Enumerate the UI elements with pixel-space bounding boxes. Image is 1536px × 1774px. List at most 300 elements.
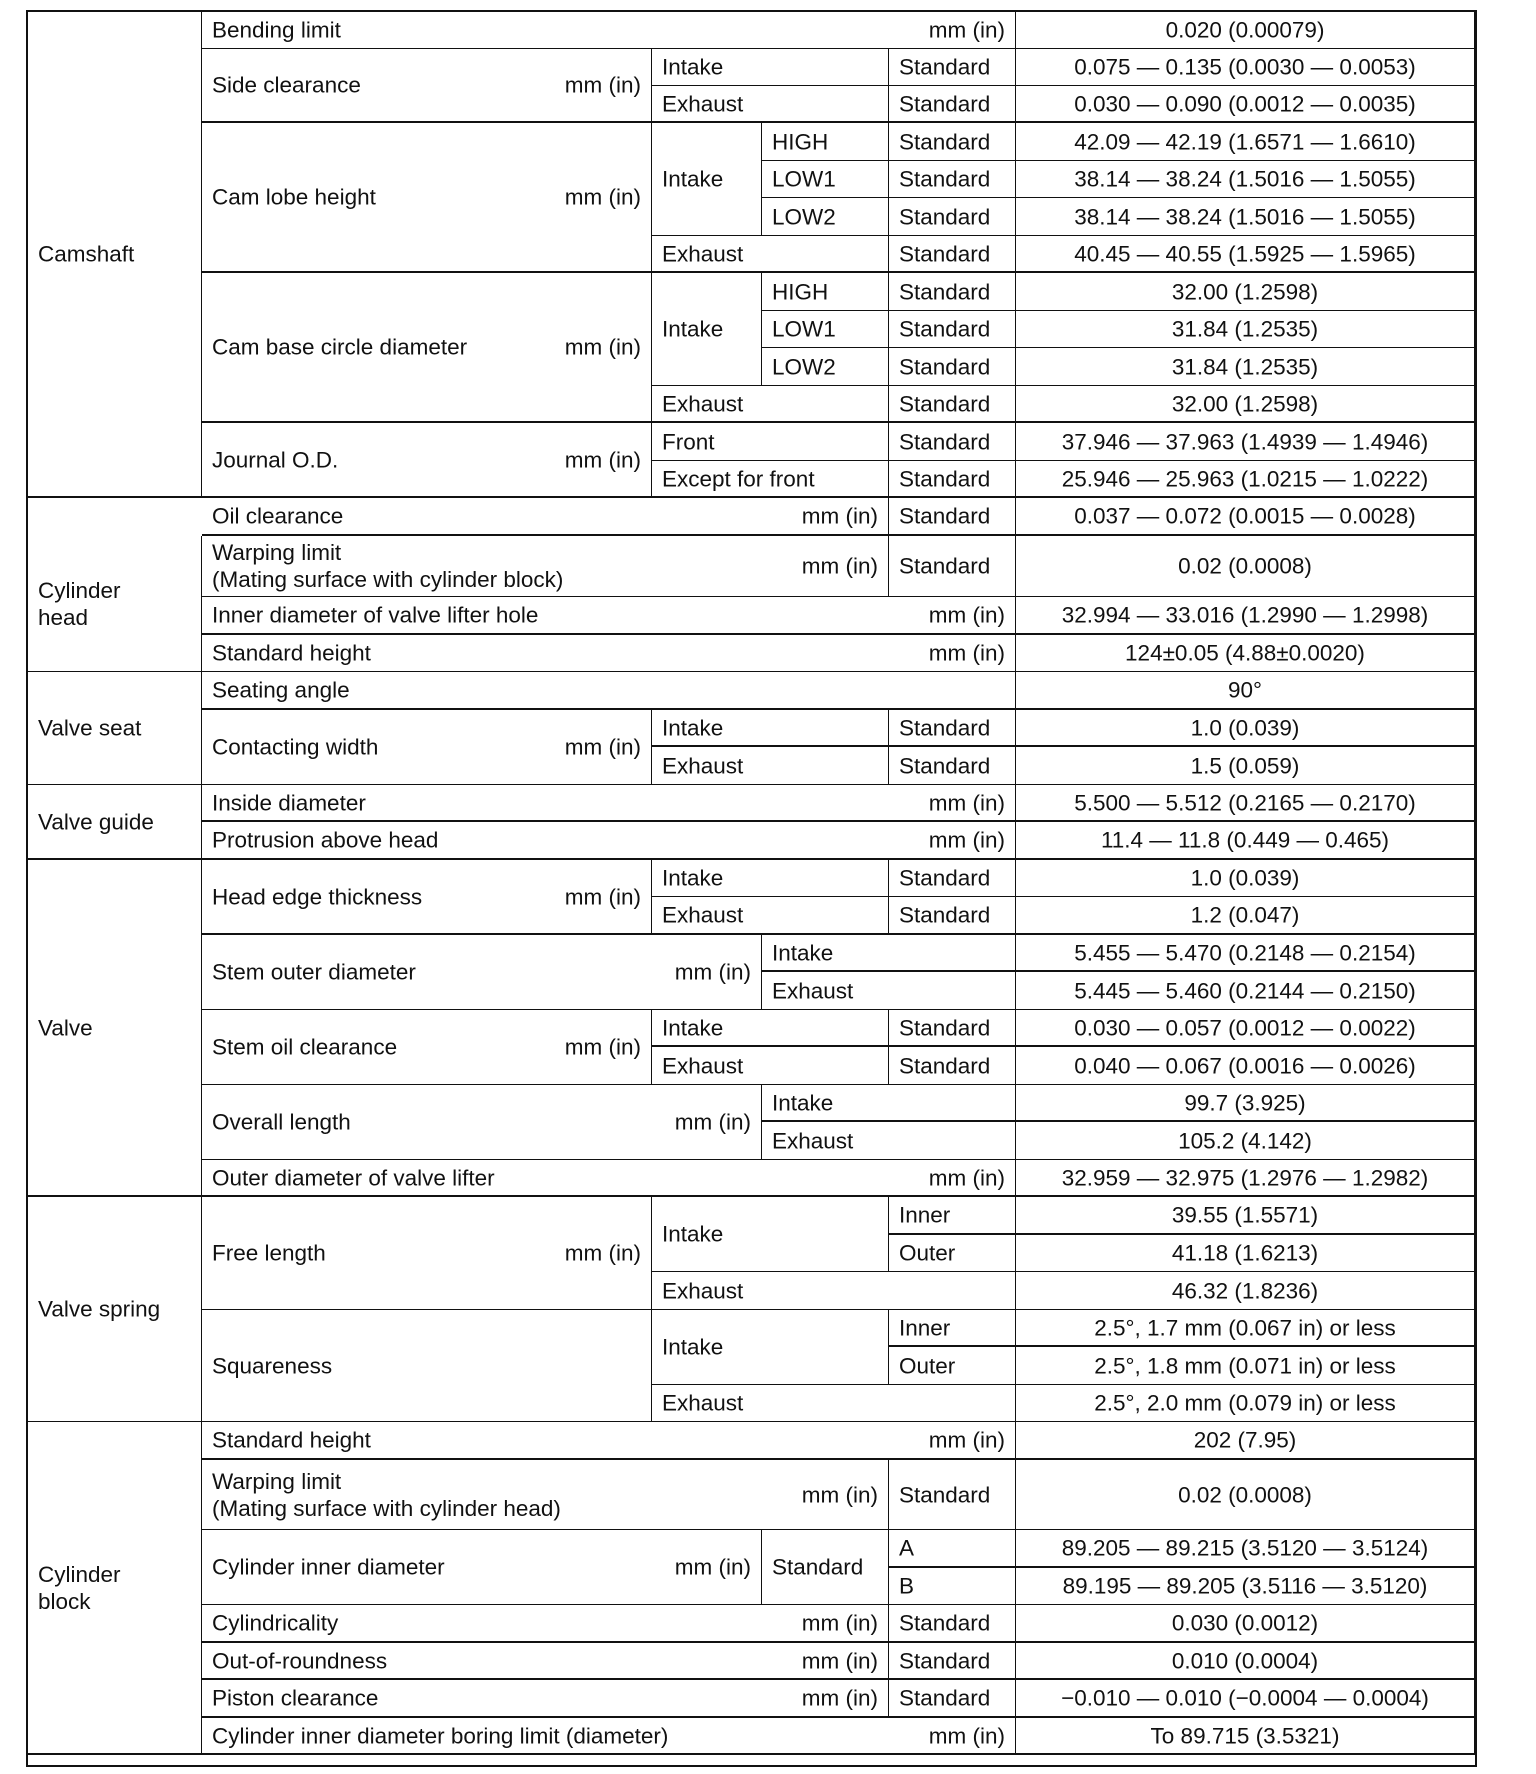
item-inside-diameter: Inside diameter — [212, 790, 366, 815]
item-warping-limit: Warping limit (Mating surface with cylinder head) — [212, 1468, 561, 1521]
standard-cell — [889, 311, 1016, 348]
low2-cell — [762, 348, 889, 386]
value-cell — [1016, 423, 1475, 461]
standard-label: Standard — [899, 753, 991, 778]
value-cell — [1016, 461, 1475, 498]
item-lifter-hole: Inner diameter of valve lifter hole — [212, 602, 539, 628]
section-cell-cylinder-block — [28, 1422, 202, 1755]
inner-cell-text: Inner — [899, 1315, 951, 1340]
standard-label: Standard — [899, 129, 991, 154]
spec-value: 2.5°, 2.0 mm (0.079 in) or less — [1094, 1390, 1396, 1416]
intake-cell-text: Intake — [662, 316, 724, 342]
standard-label: Standard — [899, 166, 991, 192]
row-side-clearance — [202, 49, 652, 123]
standard-cell — [889, 273, 1016, 311]
unit-label: mm (in) — [564, 884, 641, 909]
spec-value: 0.010 (0.0004) — [1171, 1648, 1319, 1673]
grade-b-cell — [889, 1568, 1016, 1605]
section-cell-valve-spring — [28, 1197, 202, 1422]
row-guide-inside — [202, 785, 1016, 822]
spec-value: 0.040 — 0.067 (0.0016 — 0.0026) — [1074, 1053, 1416, 1078]
front-label: Front — [662, 429, 715, 454]
value-cell — [1016, 1272, 1475, 1310]
row-block-height — [202, 1422, 1016, 1460]
standard-cell — [889, 161, 1016, 198]
intake-cell-text: Intake — [662, 865, 724, 891]
high-cell-text: HIGH — [772, 129, 829, 154]
standard-label: Standard — [899, 865, 991, 891]
exhaust-cell — [652, 1385, 1016, 1422]
standard-cell — [889, 1047, 1016, 1085]
value-cell — [1016, 311, 1475, 348]
section-cell-camshaft — [28, 12, 202, 498]
exhaust-cell — [762, 1122, 1016, 1160]
spec-value: 39.55 (1.5571) — [1171, 1202, 1319, 1228]
row-head-warping — [202, 536, 889, 597]
value-cell — [1016, 1347, 1475, 1385]
item-stem-outer-diameter: Stem outer diameter — [212, 959, 416, 985]
section-valve-spring: Valve spring — [38, 1296, 161, 1322]
spec-value: 37.946 — 37.963 (1.4939 — 1.4946) — [1061, 429, 1429, 454]
item-warping-limit: Warping limit (Mating surface with cylinder block) — [212, 540, 564, 592]
value-cell — [1016, 597, 1475, 635]
except-front-cell — [652, 461, 889, 498]
unit-label: mm (in) — [928, 602, 1005, 628]
exhaust-cell-text: Exhaust — [772, 978, 854, 1003]
standard-label: Standard — [899, 391, 991, 416]
item-cam-lobe-height: Cam lobe height — [212, 184, 376, 210]
unit-label: mm (in) — [564, 447, 641, 472]
standard-label: Standard — [899, 1685, 991, 1711]
row-bending-limit — [202, 12, 1016, 49]
spec-value: 0.02 (0.0008) — [1178, 553, 1312, 579]
spec-value: 1.0 (0.039) — [1190, 865, 1300, 891]
spec-value: 11.4 — 11.8 (0.449 — 0.465) — [1100, 827, 1390, 853]
standard-label: Standard — [899, 1482, 991, 1507]
except-front-label: Except for front — [662, 466, 815, 491]
item-lifter-outer-diameter: Outer diameter of valve lifter — [212, 1165, 495, 1190]
standard-label: Standard — [899, 902, 991, 928]
spec-value: 1.2 (0.047) — [1190, 902, 1300, 928]
value-cell — [1016, 1310, 1475, 1347]
standard-label: Standard — [899, 1610, 991, 1636]
section-cell-cylinder-head — [28, 536, 202, 672]
spec-value: 0.030 — 0.057 (0.0012 — 0.0022) — [1074, 1015, 1416, 1040]
spec-value: 0.075 — 0.135 (0.0030 — 0.0053) — [1074, 54, 1416, 80]
item-head-edge-thickness: Head edge thickness — [212, 884, 423, 909]
item-seating-angle: Seating angle — [212, 677, 350, 703]
spec-value: 1.0 (0.039) — [1190, 715, 1300, 740]
section-cylinder-head: Cylinder head — [38, 577, 121, 630]
high-cell — [762, 123, 889, 161]
standard-cell — [889, 86, 1016, 123]
standard-cell — [889, 461, 1016, 498]
spec-value: 5.500 — 5.512 (0.2165 — 0.2170) — [1074, 790, 1416, 815]
spec-value: 46.32 (1.8236) — [1171, 1278, 1319, 1303]
exhaust-cell — [762, 972, 1016, 1010]
row-stem-od — [202, 935, 762, 1010]
front-cell — [652, 423, 889, 461]
value-cell — [1016, 1010, 1475, 1047]
exhaust-cell — [652, 897, 889, 935]
exhaust-cell-text: Exhaust — [662, 1278, 744, 1303]
value-cell — [1016, 1460, 1475, 1530]
value-cell — [1016, 273, 1475, 311]
standard-cell — [889, 747, 1016, 785]
intake-cell — [652, 1010, 889, 1047]
intake-cell — [652, 1310, 889, 1385]
section-cell-valve — [28, 860, 202, 1197]
value-cell — [1016, 161, 1475, 198]
spec-value: 124±0.05 (4.88±0.0020) — [1125, 640, 1365, 666]
value-cell — [1016, 86, 1475, 123]
item-free-length: Free length — [212, 1240, 326, 1266]
spec-value: 40.45 — 40.55 (1.5925 — 1.5965) — [1074, 241, 1416, 266]
section-cell-valve-guide — [28, 785, 202, 860]
standard-cell — [889, 423, 1016, 461]
unit-label: mm (in) — [928, 1165, 1005, 1190]
low1-cell-text: LOW1 — [772, 166, 836, 192]
value-cell — [1016, 635, 1475, 672]
standard-cell — [889, 1460, 1016, 1530]
exhaust-cell-text: Exhaust — [662, 391, 744, 416]
row-out-of-roundness — [202, 1643, 889, 1680]
exhaust-cell-text: Exhaust — [662, 1390, 744, 1416]
row-contacting-width — [202, 710, 652, 785]
spec-value: 90° — [1227, 677, 1263, 703]
inner-cell — [889, 1310, 1016, 1347]
value-cell — [1016, 1047, 1475, 1085]
spec-value: 38.14 — 38.24 (1.5016 — 1.5055) — [1074, 166, 1416, 192]
low2-cell — [762, 198, 889, 236]
standard-cell — [889, 348, 1016, 386]
standard-label: Standard — [899, 354, 991, 379]
spec-value: To 89.715 (3.5321) — [1150, 1723, 1340, 1748]
unit-label: mm (in) — [928, 17, 1005, 43]
row-cylindricality — [202, 1605, 889, 1643]
value-cell — [1016, 1643, 1475, 1680]
intake-cell — [652, 123, 762, 236]
value-cell — [1016, 1197, 1475, 1235]
section-cylinder-block: Cylinder block — [38, 1561, 121, 1614]
row-stem-oil — [202, 1010, 652, 1085]
unit-label: mm (in) — [928, 1723, 1005, 1748]
unit-label: mm (in) — [564, 1034, 641, 1060]
spec-value: 32.00 (1.2598) — [1171, 391, 1319, 416]
exhaust-cell-text: Exhaust — [662, 241, 744, 266]
item-protrusion: Protrusion above head — [212, 827, 439, 853]
standard-cell — [889, 897, 1016, 935]
value-cell — [1016, 1422, 1475, 1460]
intake-cell-text: Intake — [662, 1334, 724, 1360]
row-guide-protrusion — [202, 822, 1016, 860]
spec-value: 41.18 (1.6213) — [1171, 1240, 1319, 1266]
spec-value: 0.020 (0.00079) — [1165, 17, 1325, 43]
value-cell — [1016, 747, 1475, 785]
spec-value: 32.994 — 33.016 (1.2990 — 1.2998) — [1061, 602, 1429, 628]
exhaust-cell — [652, 236, 889, 273]
value-cell — [1016, 1122, 1475, 1160]
intake-cell — [652, 273, 762, 386]
section-valve-guide: Valve guide — [38, 809, 154, 834]
value-cell — [1016, 672, 1475, 710]
outer-cell-text: Outer — [899, 1240, 956, 1266]
intake-cell — [652, 860, 889, 897]
value-cell — [1016, 710, 1475, 747]
grade-a-cell — [889, 1530, 1016, 1568]
standard-cell — [889, 860, 1016, 897]
standard-label: Standard — [899, 429, 991, 454]
intake-cell — [762, 1085, 1016, 1122]
value-cell — [1016, 1680, 1475, 1718]
spec-value: 2.5°, 1.8 mm (0.071 in) or less — [1094, 1353, 1396, 1378]
section-valve-seat: Valve seat — [38, 715, 142, 741]
inner-cell — [889, 1197, 1016, 1235]
intake-cell-text: Intake — [662, 54, 724, 80]
exhaust-cell-text: Exhaust — [772, 1128, 854, 1153]
value-cell — [1016, 1605, 1475, 1643]
unit-label: mm (in) — [674, 1109, 751, 1135]
standard-cell — [889, 498, 1016, 536]
outer-cell — [889, 1347, 1016, 1385]
value-cell — [1016, 860, 1475, 897]
row-block-warping — [202, 1460, 889, 1530]
intake-cell — [762, 935, 1016, 972]
unit-label: mm (in) — [564, 1240, 641, 1266]
row-journal-od — [202, 423, 652, 498]
value-cell — [1016, 236, 1475, 273]
item-standard-height: Standard height — [212, 640, 371, 666]
unit-label: mm (in) — [564, 734, 641, 760]
standard-cell — [889, 236, 1016, 273]
unit-label: mm (in) — [564, 72, 641, 98]
spec-value: −0.010 — 0.010 (−0.0004 — 0.0004) — [1061, 1685, 1429, 1711]
unit-label: mm (in) — [801, 1685, 878, 1711]
spec-value: 0.030 (0.0012) — [1171, 1610, 1319, 1636]
standard-label: Standard — [899, 54, 991, 80]
value-cell — [1016, 935, 1475, 972]
high-cell — [762, 273, 889, 311]
unit-label: mm (in) — [564, 334, 641, 360]
standard-label: Standard — [899, 241, 991, 266]
item-cylinder-inner-diameter: Cylinder inner diameter — [212, 1554, 445, 1580]
row-overall-length — [202, 1085, 762, 1160]
unit-label: mm (in) — [801, 1648, 878, 1673]
item-boring-limit: Cylinder inner diameter boring limit (diameter) — [212, 1723, 669, 1748]
exhaust-cell — [652, 1047, 889, 1085]
standard-label: Standard — [899, 204, 991, 229]
intake-cell-text: Intake — [662, 715, 724, 740]
item-piston-clearance: Piston clearance — [212, 1685, 379, 1711]
item-cam-base-circle: Cam base circle diameter — [212, 334, 468, 360]
value-cell — [1016, 123, 1475, 161]
row-squareness — [202, 1310, 652, 1422]
low2-cell-text: LOW2 — [772, 354, 836, 379]
spec-value: 25.946 — 25.963 (1.0215 — 1.0222) — [1061, 466, 1429, 491]
standard-label: Standard — [899, 466, 991, 491]
spec-value: 89.205 — 89.215 (3.5120 — 3.5124) — [1061, 1535, 1429, 1561]
value-cell — [1016, 498, 1475, 536]
spec-value: 99.7 (3.925) — [1184, 1090, 1306, 1115]
unit-label: mm (in) — [801, 503, 878, 529]
outer-cell-text: Outer — [899, 1353, 956, 1378]
standard-cell — [889, 49, 1016, 86]
spec-value: 5.455 — 5.470 (0.2148 — 0.2154) — [1074, 940, 1416, 965]
standard-label: Standard — [899, 1015, 991, 1040]
spec-value: 0.02 (0.0008) — [1178, 1482, 1312, 1507]
low1-cell — [762, 161, 889, 198]
intake-cell-text: Intake — [772, 940, 834, 965]
value-cell — [1016, 1568, 1475, 1605]
row-head-height — [202, 635, 1016, 672]
value-cell — [1016, 1235, 1475, 1272]
row-head-edge — [202, 860, 652, 935]
exhaust-cell — [652, 86, 889, 123]
standard-cell — [762, 1530, 889, 1605]
value-cell — [1016, 12, 1475, 49]
unit-label: mm (in) — [564, 184, 641, 210]
grade-b-label: B — [899, 1573, 915, 1599]
spec-value: 31.84 (1.2535) — [1171, 316, 1319, 342]
value-cell — [1016, 1385, 1475, 1422]
value-cell — [1016, 386, 1475, 423]
unit-label: mm (in) — [674, 1554, 751, 1580]
exhaust-cell-text: Exhaust — [662, 753, 744, 778]
low2-cell-text: LOW2 — [772, 204, 836, 229]
standard-cell — [889, 198, 1016, 236]
item-side-clearance: Side clearance — [212, 72, 361, 98]
standard-cell — [889, 536, 1016, 597]
item-overall-length: Overall length — [212, 1109, 351, 1135]
spec-value: 2.5°, 1.7 mm (0.067 in) or less — [1094, 1315, 1396, 1340]
standard-cell — [889, 1643, 1016, 1680]
value-cell — [1016, 1530, 1475, 1568]
value-cell — [1016, 198, 1475, 236]
intake-cell — [652, 49, 889, 86]
exhaust-cell-text: Exhaust — [662, 1053, 744, 1078]
spec-value: 1.5 (0.059) — [1190, 753, 1300, 778]
unit-label: mm (in) — [928, 1427, 1005, 1453]
value-cell — [1016, 785, 1475, 822]
outer-cell — [889, 1235, 1016, 1272]
spec-value: 31.84 (1.2535) — [1171, 354, 1319, 379]
row-oil-clearance — [202, 498, 889, 536]
item-squareness: Squareness — [212, 1353, 333, 1378]
row-seating-angle — [202, 672, 1016, 710]
standard-label: Standard — [899, 503, 991, 529]
value-cell — [1016, 897, 1475, 935]
value-cell — [1016, 822, 1475, 860]
item-standard-height: Standard height — [212, 1427, 371, 1453]
high-cell-text: HIGH — [772, 279, 829, 304]
standard-label: Standard — [899, 553, 991, 579]
unit-label: mm (in) — [674, 959, 751, 985]
value-cell — [1016, 348, 1475, 386]
value-cell — [1016, 1160, 1475, 1197]
section-camshaft: Camshaft — [38, 241, 135, 267]
exhaust-cell-text: Exhaust — [662, 91, 744, 116]
row-piston-clearance — [202, 1680, 889, 1718]
unit-label: mm (in) — [928, 827, 1005, 853]
unit-label: mm (in) — [801, 553, 878, 579]
row-cam-base-circle — [202, 273, 652, 423]
row-cylinder-bore — [202, 1530, 762, 1605]
standard-label: Standard — [899, 279, 991, 304]
row-free-length — [202, 1197, 652, 1310]
value-cell — [1016, 1718, 1475, 1755]
intake-cell — [652, 1197, 889, 1272]
exhaust-cell-text: Exhaust — [662, 902, 744, 928]
standard-cell — [889, 710, 1016, 747]
spec-value: 0.030 — 0.090 (0.0012 — 0.0035) — [1074, 91, 1416, 116]
section-valve: Valve — [38, 1015, 93, 1040]
item-cylindricality: Cylindricality — [212, 1610, 339, 1636]
value-cell — [1016, 1085, 1475, 1122]
intake-cell-text: Intake — [772, 1090, 834, 1115]
value-cell — [1016, 972, 1475, 1010]
exhaust-cell — [652, 386, 889, 423]
spec-value: 0.037 — 0.072 (0.0015 — 0.0028) — [1074, 503, 1416, 529]
standard-label: Standard — [899, 91, 991, 116]
unit-label: mm (in) — [801, 1610, 878, 1636]
item-out-of-roundness: Out-of-roundness — [212, 1648, 388, 1673]
standard-label: Standard — [899, 1648, 991, 1673]
spec-value: 105.2 (4.142) — [1178, 1128, 1312, 1153]
intake-cell — [652, 710, 889, 747]
spec-value: 202 (7.95) — [1193, 1427, 1297, 1453]
item-stem-oil-clearance: Stem oil clearance — [212, 1034, 398, 1060]
intake-cell-text: Intake — [662, 1221, 724, 1247]
item-journal-od: Journal O.D. — [212, 447, 339, 472]
standard-label: Standard — [899, 715, 991, 740]
spec-value: 89.195 — 89.205 (3.5116 — 3.5120) — [1062, 1573, 1428, 1599]
item-contacting-width: Contacting width — [212, 734, 379, 760]
row-cam-lobe-height — [202, 123, 652, 273]
low1-cell-text: LOW1 — [772, 316, 836, 342]
exhaust-cell — [652, 747, 889, 785]
spec-value: 38.14 — 38.24 (1.5016 — 1.5055) — [1074, 204, 1416, 229]
item-oil-clearance: Oil clearance — [212, 503, 344, 529]
unit-label: mm (in) — [928, 640, 1005, 666]
standard-label: Standard — [772, 1554, 864, 1580]
standard-cell — [889, 123, 1016, 161]
exhaust-cell — [652, 1272, 1016, 1310]
unit-label: mm (in) — [801, 1482, 878, 1507]
standard-cell — [889, 386, 1016, 423]
value-cell — [1016, 536, 1475, 597]
standard-label: Standard — [899, 1053, 991, 1078]
spec-value: 42.09 — 42.19 (1.6571 — 1.6610) — [1074, 129, 1416, 154]
section-cell-valve-seat — [28, 672, 202, 785]
standard-cell — [889, 1010, 1016, 1047]
row-lifter-hole — [202, 597, 1016, 635]
intake-cell-text: Intake — [662, 166, 724, 192]
item-bending-limit: Bending limit — [212, 17, 341, 43]
inner-cell-text: Inner — [899, 1202, 951, 1228]
row-boring-limit — [202, 1718, 1016, 1755]
spec-value: 32.00 (1.2598) — [1171, 279, 1319, 304]
row-lifter-od — [202, 1160, 1016, 1197]
grade-a-label: A — [899, 1535, 915, 1561]
spec-value: 5.445 — 5.460 (0.2144 — 0.2150) — [1074, 978, 1416, 1003]
low1-cell — [762, 311, 889, 348]
intake-cell-text: Intake — [662, 1015, 724, 1040]
standard-cell — [889, 1605, 1016, 1643]
value-cell — [1016, 49, 1475, 86]
standard-cell — [889, 1680, 1016, 1718]
standard-label: Standard — [899, 316, 991, 342]
unit-label: mm (in) — [928, 790, 1005, 815]
